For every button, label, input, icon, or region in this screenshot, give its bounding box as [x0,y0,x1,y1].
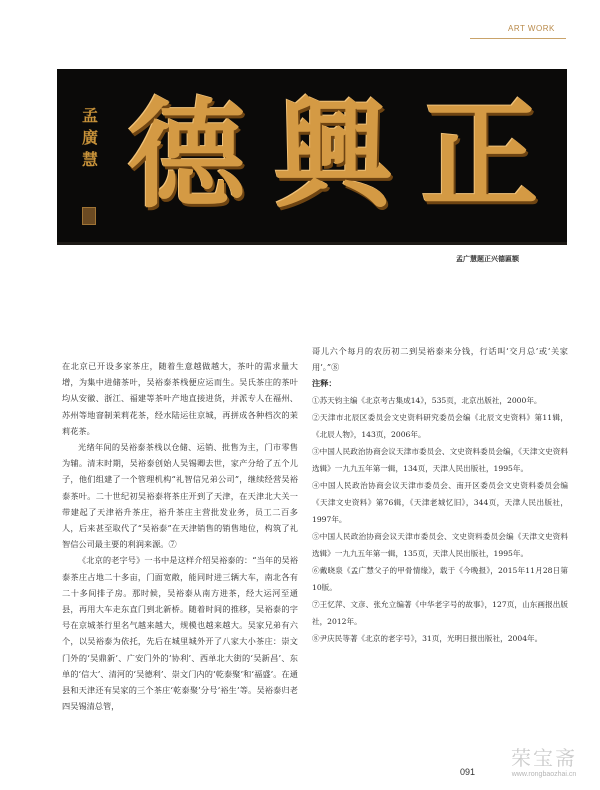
plaque-char: 德 [127,85,246,224]
note-item: ⑤中国人民政治协商会议天津市委员会、文史资料委员会编《天津文史资料选辑》一九九五年第一辑，135页，天津人民出版社，1995年。 [312,531,568,558]
note-item: ⑦王忆萍、文彦、张允立编著《中华老字号的故事》，127页，山东画报出版社，2012年。 [312,599,568,626]
section-label: ART WORK [508,24,555,33]
seal-stamp [82,207,96,225]
note-item: ⑧尹庆民等著《北京的老字号》，31页，光明日报出版社，2004年。 [312,633,543,643]
plaque-signature [81,105,99,171]
paragraph: 《北京的老字号》一书中是这样介绍吴裕泰的：“当年的吴裕泰茶庄占地二十多亩，门面宽敞，能同时进三辆大车，南北各有二十多间排子房。那时候，吴裕泰从南方进茶，经大运河至通县，再用大车走东直门到北新桥。随着时间的推移，吴裕泰的字号在京城茶行里名气越来越大，规模也越来越大。吴家兄弟有六个，以吴裕泰为依托，先后在城里城外开了八家大小茶庄：崇文门外的‘吴鼎新’、广安门外的‘协利’、西单北大街的‘吴新昌’、东单的‘信大’、清河的‘吴德利’、崇文门内的‘乾泰聚’和‘福盛’。在通县和天津还有吴家的三个茶庄‘乾泰聚’分号‘裕生’等。吴裕泰归老四吴锡清总管， [62,555,298,712]
plaque-char: 興 [273,85,392,224]
signature-char: 慧 [81,150,98,169]
note-item: ②天津市北辰区委员会文史资料研究委员会编《北辰文史资料》第11辑，《北辰人物》，143页，2006年。 [312,412,568,439]
note-item: ①苏天钧主编《北京考古集成14》，535页，北京出版社，2000年。 [312,395,542,405]
paragraph: 光绪年间的吴裕泰茶栈以仓储、运销、批售为主，门市零售为辅。清末时期，吴裕泰创始人吴锡卿去世，家产分给了五个儿子，他们组建了一个管理机构“礼智信兄弟公司”，继续经营吴裕泰茶叶。二十世纪初吴裕泰将茶庄开到了天津，在天津北大关一带建起了天津裕升茶庄，裕升茶庄主营批发业务，员工二百多人，后来甚至取代了“吴裕泰”在天津销售的销售地位，构筑了礼智信公司最主要的利润来源。⑦ [62,442,298,550]
note-item: ④中国人民政治协商会议天津市委员会、南开区委员会文史资料委员会编《天津文史资料》第76辑，《天津老城忆旧》，344页，天津人民出版社，1997年。 [312,480,568,524]
notes-title: 注释： [312,378,337,389]
watermark-url: www.rongbaozhai.cn [511,771,577,778]
watermark-logo-text: 荣宝斋 [511,746,577,770]
signature-char: 孟 [81,106,98,125]
watermark [495,742,593,778]
note-item: ③中国人民政治协商会议天津市委员会、文史资料委员会编，《天津文史资料选辑》一九九五年第一辑，134页，天津人民出版社，1995年。 [312,446,568,473]
header-rule [470,38,566,39]
plaque-image [57,69,567,245]
left-column [62,358,298,714]
paragraph: 在北京已开设多家茶庄，随着生意越做越大，茶叶的需求量大增，为集中进储茶叶，吴裕泰茶栈便应运而生。吴氏茶庄的茶叶均从安徽、浙江、福建等茶叶产地直接进货，并派专人在福州、苏州等地窨制茉莉花茶，经水陆运往京城，再拼成各种档次的茉莉花茶。 [62,361,298,436]
note-item: ⑥戴晓泉《孟广慧父子的甲骨情缘》，载于《今晚报》，2015年11月28日第10版。 [312,565,568,592]
plaque-characters [113,75,553,235]
page-number: 091 [460,767,476,777]
right-column [312,343,568,647]
image-caption: 孟广慧题正兴德匾额 [456,255,519,263]
paragraph: 哥儿六个每月的农历初二到吴裕泰来分钱，行话叫‘交月总’或‘关家用’。”⑧ [312,346,568,373]
plaque-char: 正 [420,85,539,224]
signature-char: 廣 [81,128,98,147]
